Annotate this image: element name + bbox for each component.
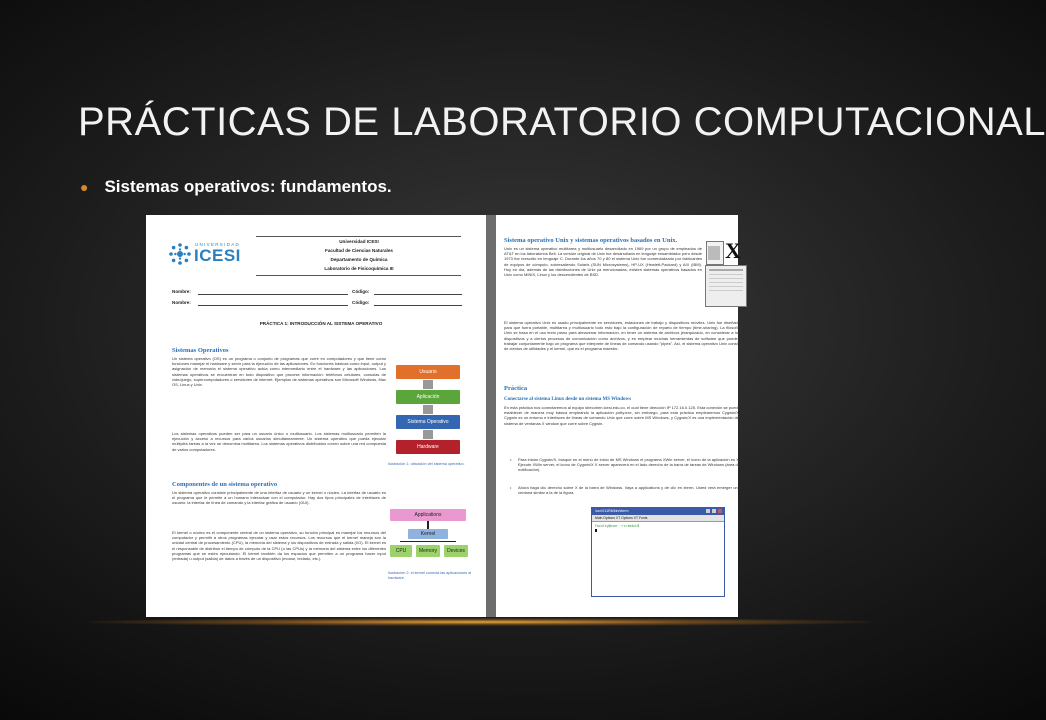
bullet-2-dot: • [510, 485, 512, 490]
slide-bullet [80, 177, 392, 197]
xterm-menu-text: Main Options VT Options VT Fonts [595, 515, 648, 520]
document-screenshot [146, 215, 741, 617]
document-right-page [496, 215, 741, 617]
instruction-bullet-1: Para iniciar Cygwin/X, busque en el menú de inicio de MS Windows el programa XWin server, el icono de la aplicación es X. Ejecute XWin server, el icono de Cygwin/X X server aparecerá en el lado derecho de la barra de tareas de Windows (área de notificación). [518, 457, 740, 473]
xterm-title: /usr/X11R6/bin/xterm [595, 509, 629, 513]
xterm-titlebar [592, 508, 724, 515]
section-title-sistemas-operativos: Sistemas Operativos [172, 347, 229, 354]
bottom-glow-line [90, 618, 870, 626]
kernel-diagram [388, 507, 472, 597]
slide-title: PRÁCTICAS DE LABORATORIO COMPUTACIONAL [78, 100, 1046, 144]
xterm-minimize-icon [706, 509, 710, 513]
layer-usuario: Usuario [396, 365, 460, 379]
section1-paragraph-2: Los sistemas operativos pueden ser para un usuario único o multiusuario. Los sistemas multiusuario permiten la ejecución y acceso a recursos para varios usuarios simultáneamente. Un sistema operativo que pueda ejecutar múltiples tareas a la vez se denomina multitarea. Los sistemas operativos distribuidos corren sobre una red compuesta de varios computadores. [172, 431, 386, 452]
xterm-window-figure [591, 507, 725, 597]
layer-aplicacion: Aplicación [396, 390, 460, 404]
section1-paragraph-1: Un sistema operativo (OS) es un programa o conjunto de programas que corre en computadores y que tiene como funciones manejar el hardware y servir para la ejecución de las aplicaciones. En funciones básicas como input, output y asignación de memoria el sistema operativo actúa como intermediario entre el hardware y las aplicaciones. Los sistemas operativos se encuentran en todo dispositivo que procese información: teléfonos celulares, consolas de videojuego, supercomputadores o servidores de internet. Ejemplos de sistemas operativos son Microsoft Windows, Mac OS, Linux y Unix. [172, 356, 386, 388]
unix-paragraph-2: El sistema operativo Unix es usado principalmente en servidores, estaciones de trabajo y dispositivos móviles. Unix fue diseñado para que fuera portable, multitarea y multiusuario todo esto bajo la configuración de reparto de tiempo (time-sharing). La filosofía Unix se basa en el uso texto plano para almacenar información, en tener un sistema de archivos jerarquizado, en considerar a los dispositivos y a ciertos procesos de comunicación como archivos, y en emplear muchas herramientas de software que pueden trabajar conjuntamente bajo un programa que interprete de líneas de comando usando "pipes". Así, el sistema operativo Unix consta de cientos de utilidades y el kernel, que es el programa maestro. [504, 320, 740, 352]
xterm-close-icon [718, 509, 722, 513]
bullet-1-dot: • [510, 457, 512, 462]
name-field-2-label: Nombre: [172, 300, 191, 305]
diagram2-caption: Ilustración 2: el kernel conecta las aplicaciones al hardware. [388, 571, 472, 580]
xterm-maximize-icon [712, 509, 716, 513]
kernel-diag-applications: Applications [390, 509, 466, 521]
xterm-prompt: faculty@user ~/c/sbdct$ [595, 524, 639, 528]
name-field-1-line [198, 294, 348, 295]
university-logo [168, 238, 248, 278]
code-field-1-label: Código: [352, 289, 370, 294]
code-field-2-line [374, 305, 462, 306]
header-lines [264, 237, 454, 273]
os-layers-diagram [388, 365, 468, 480]
unix-photo-figure [708, 246, 720, 260]
xterm-menubar [592, 515, 724, 522]
conectarse-paragraph: En esta práctica nos conectaremos al equipo sbecohen.icesi.edu.co, el cual tiene dirección IP 172.16.0.125. Esta conexión se puede establecer de manera muy básica empleando la aplicación putty.exe, sin embargo, para esta práctica emplearemos Cygwin/X. Cygwin es un entorno e interfaces de líneas de comando Unix que corre sobre MS Windows, y Cygwin/X es una implementación del sistema de ventanas X window que corre sobre Cygwin. [504, 405, 740, 426]
header-line-3: Departamento de Química [330, 257, 388, 262]
kernel-diag-cpu: CPU [390, 545, 412, 557]
header-line-1: Universidad ICESI [339, 239, 379, 244]
kernel-diag-memory: Memory [416, 545, 440, 557]
bullet-text: Sistemas operativos: fundamentos. [104, 177, 392, 196]
instruction-bullet-2: Ahora haga clic derecho sobre X de la barra de Windows. Vaya a applications y de clic en xterm. Usted verá emerger una ventana similar a la de la figura. [518, 485, 740, 496]
layer-sistema-operativo: Sistema Operativo [396, 415, 460, 429]
x-window-logo-icon: X [725, 238, 741, 263]
icesi-emblem-icon [168, 242, 192, 266]
header-rule-bottom [256, 275, 461, 276]
layer-arrow-2 [423, 405, 433, 414]
layer-arrow-3 [423, 430, 433, 439]
kernel-diag-link-1 [427, 521, 429, 529]
logo-big-text: ICESI [194, 246, 241, 265]
section-title-practica: Práctica [504, 385, 528, 392]
xterm-cursor [595, 529, 597, 532]
bullet-dot-icon: ● [80, 179, 89, 195]
layer-arrow-1 [423, 380, 433, 389]
code-field-1-line [374, 294, 462, 295]
section-title-conectarse: Conectarse al sistema Linux desde un sistema MS Windows [504, 397, 632, 402]
layer-hardware: Hardware [396, 440, 460, 454]
kernel-diag-kernel: Kernel [408, 529, 448, 539]
unix-paragraph-1: Unix es un sistema operativo multitarea y multiusuario desarrollado en 1969 por un grupo de empleados de AT&T en los laboratorios Bell. La versión original de Unix fue desarrollada en lenguaje ensamblador pero desde 1973 fue reescrito en lenguaje C. Durante los años 70 y 80 el sistema Unix fue comercializado por fabricantes de equipos de cómputo, sobresaliendo Solaris (SUN Microsystems), HP-UX (Hewlett-Packard) y AIX (IBM). Hoy en día, además de las distribuciones de Unix ya mencionadas, existen sistemas operativos basados en Unix como MINIX, Linux y los descendientes de BSD. [504, 246, 702, 278]
kernel-diag-devices: Devices [444, 545, 468, 557]
name-field-2-line [198, 305, 348, 306]
header-line-2: Facultad de Ciencias Naturales [325, 248, 393, 253]
document-left-page [146, 215, 486, 617]
section-title-componentes: Componentes de un sistema operativo [172, 481, 278, 488]
kernel-diag-link-2 [400, 541, 456, 542]
name-field-1-label: Nombre: [172, 289, 191, 294]
logo-small-text: UNIVERSIDAD [195, 242, 241, 247]
practice-title: PRÁCTICA 1: INTRODUCCIÓN AL SISTEMA OPERATIVO [259, 321, 383, 326]
diagram1-caption: Ilustración 1: ubicación del sistema operativo. [388, 462, 465, 466]
section-title-unix: Sistema operativo Unix y sistemas operativos basados en Unix. [504, 237, 678, 244]
code-field-2-label: Código: [352, 300, 370, 305]
header-line-4: Laboratorio de Fisicoquímica III [324, 266, 394, 271]
section2-paragraph-2: El kernel o núcleo es el componente central de un sistema operativo, su función principal es manejar los recursos del computador y permitir a otros programas ejecutar y usar estos recursos. Los recursos que el kernel maneja son la unidad central de procesamiento (CPU), la memoria del sistema y los dispositivos de entrada y salida (I/O). El kernel es el responsable de distribuir el tiempo de cómputo de la CPU (o las CPUs) y la memoria del sistema entre los diferentes programas que se estén ejecutando. El kernel también da los espacios que permiten a un programa hacer input (entrada) u output (salida) de datos a través de un dispositivo (mouse, teclado, etc.). [172, 530, 386, 562]
xwindow-screenshot-image [705, 265, 747, 307]
section2-paragraph-1: Un sistema operativo consiste principalmente de una interfaz de usuario y un kernel o núcleo. La interfaz de usuario es el programa que le permite a un humano interactuar con el computador. Hay dos tipos principales de interfaces de usuario: la interfaz de línea de comando y la interfaz gráfica de usuario (GUI). [172, 490, 386, 506]
